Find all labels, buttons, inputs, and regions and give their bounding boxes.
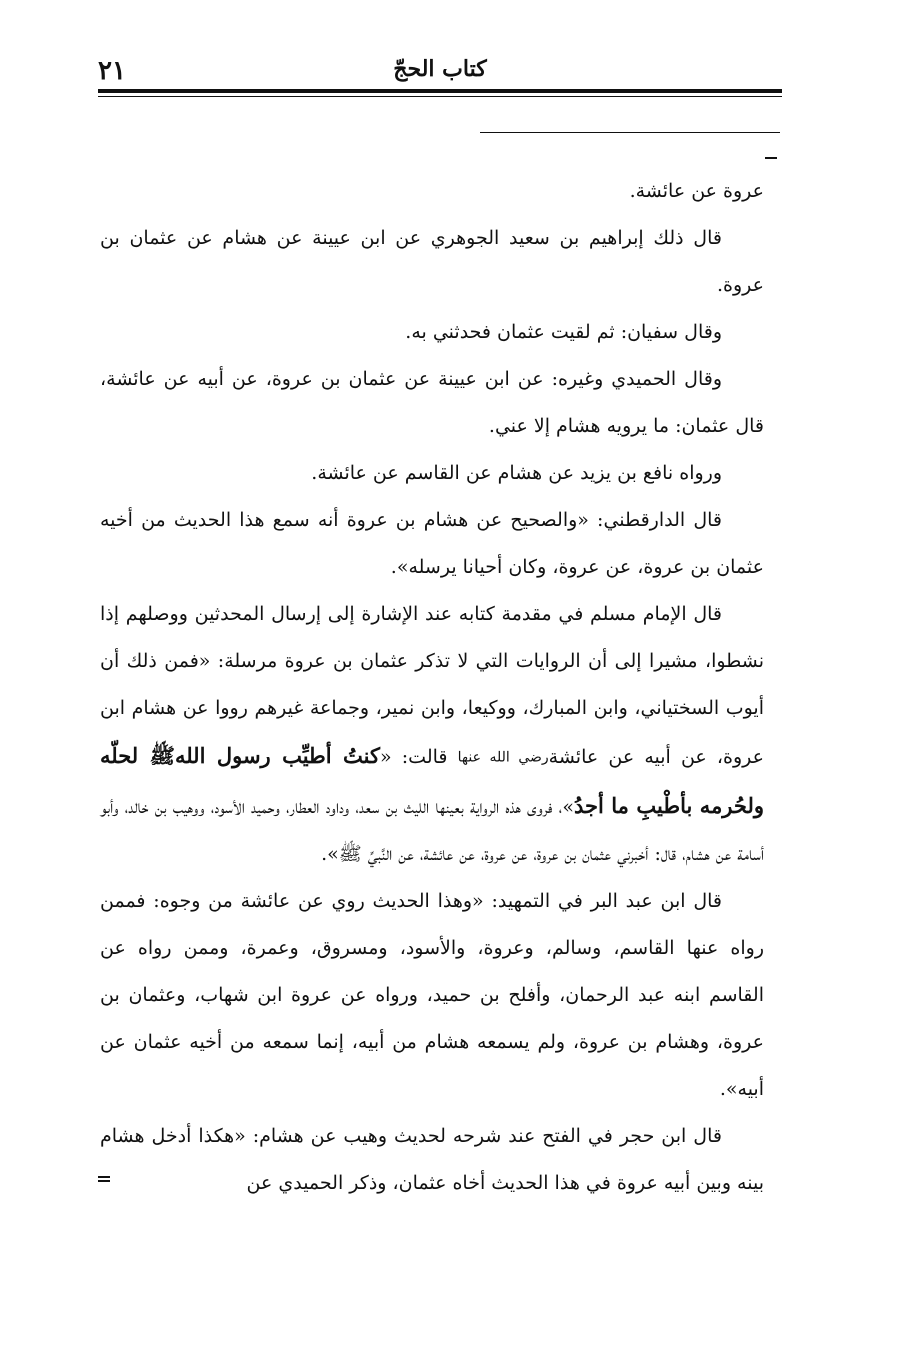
honorific-salla-2: ﷺ (338, 842, 362, 865)
paragraph-7-text-d: ». (321, 842, 339, 865)
paragraph-7-text-b: قالت: « (379, 746, 458, 768)
page-number: ٢١ (98, 56, 126, 86)
running-title: كتاب الحجّ (393, 56, 487, 82)
paragraph-7-text-c: »، فروى هذه الرواية بعينها الليث بن سعد، وداود العطار، وحميد الأسود، ووهيب بن خالد، وأبو أسامة عن هشام، قال: أخبرني عثمان بن عروة، عن عروة، عن عائشة، عن النَّبيِّ (100, 795, 764, 865)
continuation-marker-bottom (98, 1176, 110, 1182)
separator-rule (480, 132, 780, 133)
paragraph-2: قال ذلك إبراهيم بن سعيد الجوهري عن ابن عيينة عن هشام عن عثمان بن عروة. (100, 227, 764, 296)
page-body (100, 168, 764, 1207)
paragraph-3: وقال سفيان: ثم لقيت عثمان فحدثني به. (405, 321, 722, 343)
paragraph-4: وقال الحميدي وغيره: عن ابن عيينة عن عثمان بن عروة، عن أبيه عن عائشة، قال عثمان: ما يرويه هشام إلا عني. (100, 368, 764, 437)
continuation-marker-top (765, 157, 777, 159)
paragraph-1: عروة عن عائشة. (629, 180, 764, 202)
paragraph-7-text-a: قال الإمام مسلم في مقدمة كتابه عند الإشارة إلى إرسال المحدثين ووصلهم إذا نشطوا، مشيرا إلى أن الروايات التي لا تذكر عثمان بن عروة مرسلة: «فمن ذلك أن أيوب السختياني، وابن المبارك، ووكيعا، وابن نمير، وجماعة غيرهم رووا عن هشام ابن عروة، عن أبيه عن عائشة (100, 603, 764, 768)
paragraph-9: قال ابن حجر في الفتح عند شرحه لحديث وهيب عن هشام: «هكذا أدخل هشام بينه وبين أبيه عروة في هذا الحديث أخاه عثمان، وذكر الحميدي عن (100, 1124, 764, 1194)
page-header (98, 50, 782, 90)
paragraph-7 (100, 591, 764, 878)
hadith-quote-a: كنتُ أطيِّب رسول الله (174, 743, 380, 768)
paragraph-8: قال ابن عبد البر في التمهيد: «وهذا الحديث روي عن عائشة من وجوه: فممن رواه عنها القاسم، وسالم، وعروة، والأسود، ومسروق، وعمرة، وممن رواه عن القاسم ابنه عبد الرحمان، وأفلح بن حميد، ورواه عن عروة ابن شهاب، وعثمان بن عروة، وهشام بن عروة، ولم يسمعه هشام من أبيه، إنما سمعه من أخيه عثمان عن أبيه». (100, 889, 764, 1100)
paragraph-5: ورواه نافع بن يزيد عن هشام عن القاسم عن عائشة. (311, 462, 722, 484)
honorific-salla: ﷺ (149, 743, 175, 768)
header-rule-thick (98, 89, 782, 93)
honorific-radiyallah: رضي الله عنها (457, 749, 549, 766)
paragraph-6: قال الدارقطني: «والصحيح عن هشام بن عروة أنه سمع هذا الحديث من أخيه عثمان بن عروة، عن عروة، وكان أحيانا يرسله». (100, 509, 764, 578)
hadith-quote-b: لحلّه ولحُرمه بأطْيبِ ما أجدُ (100, 743, 764, 818)
header-rule-thin (98, 96, 782, 97)
